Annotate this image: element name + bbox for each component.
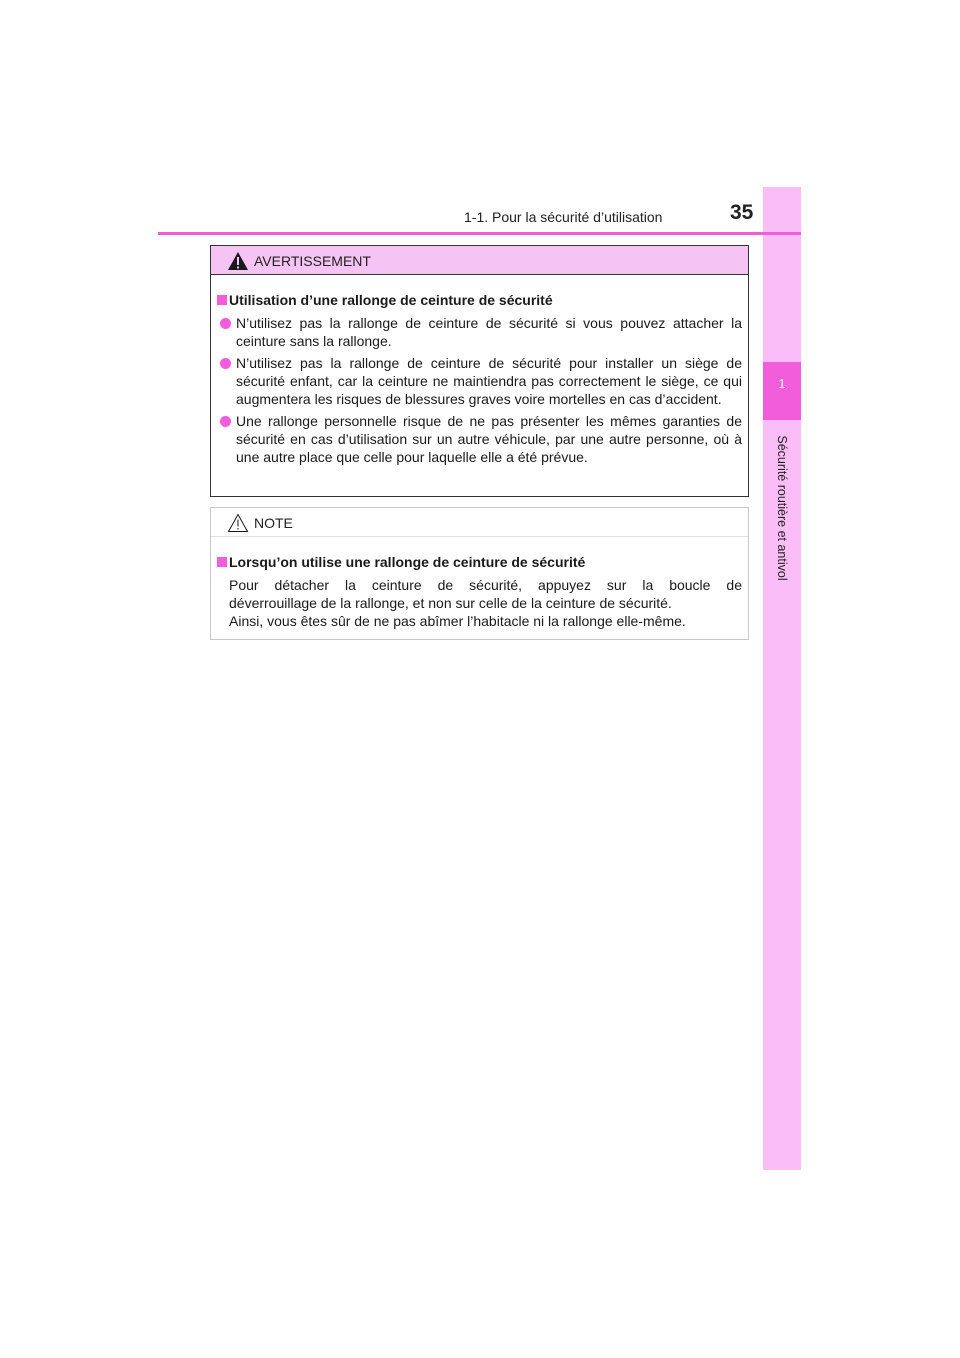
- warning-triangle-icon: [227, 251, 249, 271]
- note-section-title-text: Lorsqu’on utilise une rallonge de ceinture de sécurité: [229, 554, 586, 570]
- caution-triangle-outline-icon: [227, 513, 249, 533]
- note-box-header: [211, 508, 748, 537]
- warning-item-text: N’utilisez pas la rallonge de ceinture de sécurité pour installer un siège de sécurité enfant, car la ceinture ne maintiendra pas correctement le siège, ce qui augmentera les risques de blessures graves voire mortelles en cas d’accident.: [236, 355, 742, 407]
- section-header-title: 1-1. Pour la sécurité d’utilisation: [464, 209, 663, 225]
- warning-box-header: [211, 246, 748, 275]
- warning-section-title-text: Utilisation d’une rallonge de ceinture de sécurité: [229, 292, 553, 308]
- warning-item-text: Une rallonge personnelle risque de ne pas présenter les mêmes garanties de sécurité en cas d’utilisation sur un autre véhicule, par une autre personne, où à une autre place que celle pour laquelle elle a été prévue.: [236, 413, 742, 465]
- warning-item-text: N’utilisez pas la rallonge de ceinture de sécurité si vous pouvez attacher la ceinture sans la rallonge.: [236, 315, 742, 349]
- note-box: [210, 507, 749, 640]
- square-bullet-icon: [217, 295, 227, 305]
- dot-bullet-icon: [220, 358, 231, 369]
- chapter-title: Sécurité routière et antivol: [775, 435, 789, 581]
- dot-bullet-icon: [220, 318, 231, 329]
- warning-box: [210, 245, 749, 497]
- note-heading: NOTE: [254, 515, 293, 531]
- square-bullet-icon: [217, 557, 227, 567]
- page-number: 35: [730, 201, 754, 224]
- note-paragraph: [217, 576, 742, 630]
- note-line: Ainsi, vous êtes sûr de ne pas abîmer l’habitacle ni la rallonge elle-même.: [229, 613, 686, 629]
- warning-heading: AVERTISSEMENT: [254, 253, 371, 269]
- note-section-title: [217, 552, 742, 572]
- chapter-number: 1: [778, 376, 786, 391]
- warning-item: [217, 412, 742, 466]
- chapter-number-box: [763, 362, 801, 420]
- warning-item: [217, 314, 742, 350]
- chapter-side-tab: [763, 187, 801, 1170]
- note-body: [211, 537, 748, 630]
- warning-section-title: [217, 290, 742, 310]
- note-line: déverrouillage de la rallonge, et non sur celle de la ceinture de sécurité.: [229, 595, 672, 611]
- warning-item: [217, 354, 742, 408]
- warning-body: [211, 275, 748, 466]
- header-rule: [158, 232, 801, 235]
- note-line: Pour détacher la ceinture de sécurité, appuyez sur la boucle de: [229, 577, 742, 593]
- dot-bullet-icon: [220, 416, 231, 427]
